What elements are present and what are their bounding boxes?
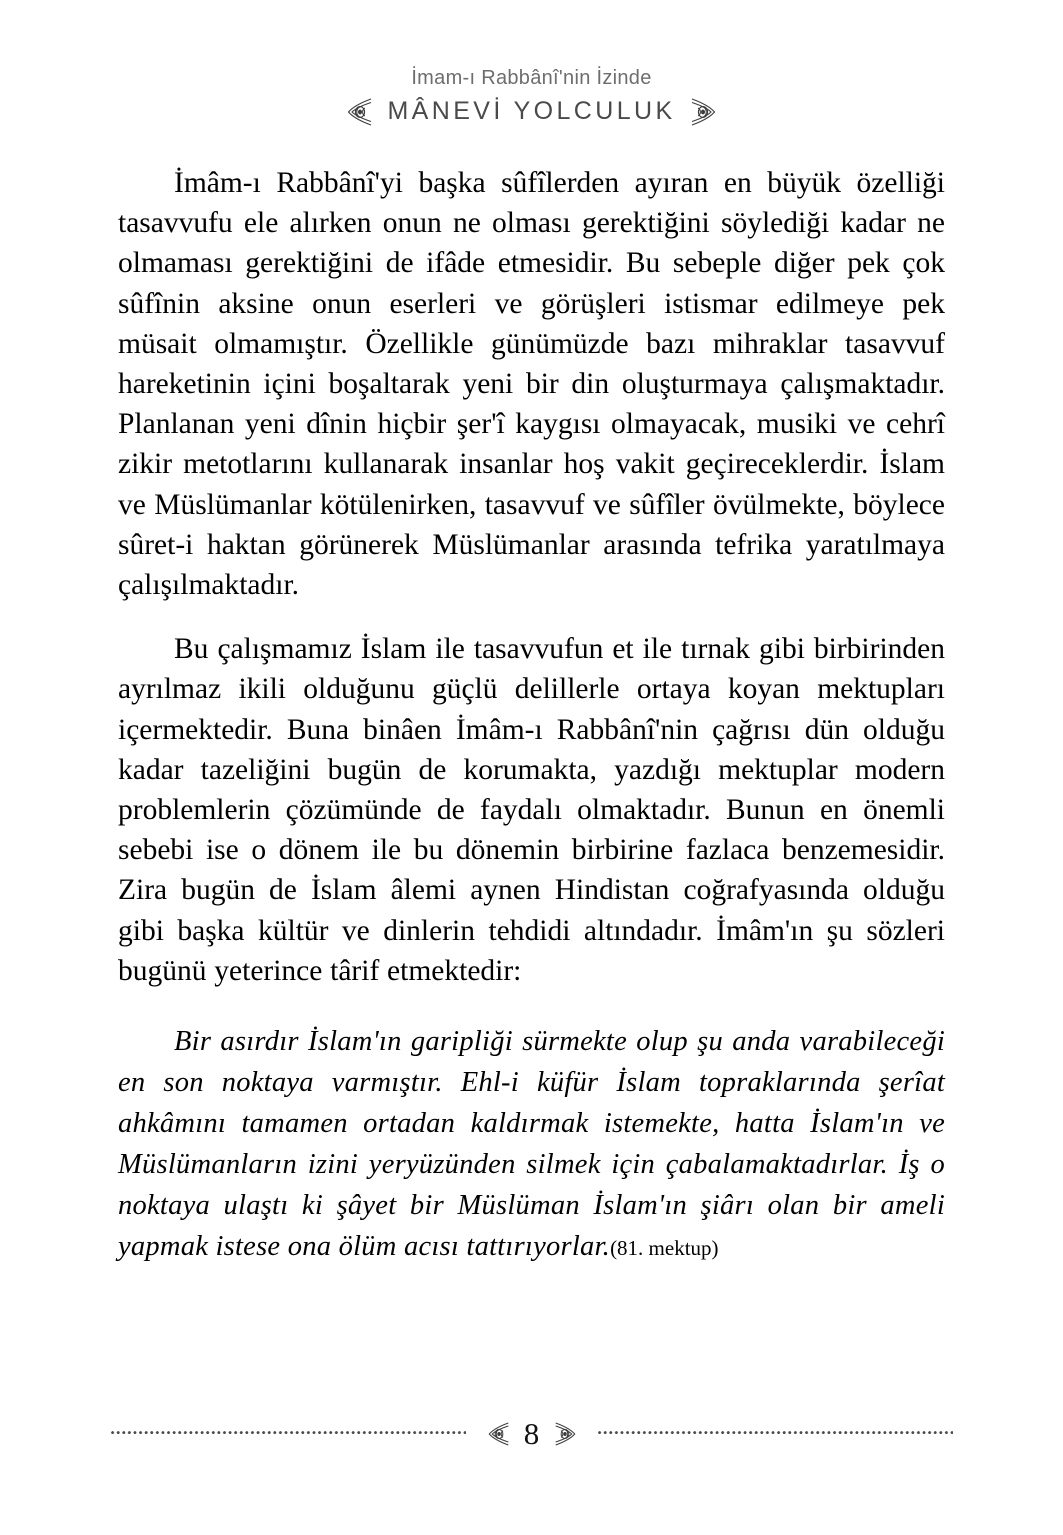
folio-group [488,1418,576,1449]
ornament-leaf-left-icon [347,97,373,127]
quotation-text: Bir asırdır İslam'ın garipliği sürmekte olup şu anda varabileceği en son noktaya varmıştır. Ehl-i küfür İslam topraklarında şerîat ahkâmını tamamen ortadan kaldırmak istemekte, hatta İslam'ın ve Müslümanların izini yeryüzünden silmek için çabalamaktadırlar. İş o noktaya ulaştı ki şâyet bir Müslüman İslam'ın şiârı olan bir ameli yapmak istese ona ölüm acısı tattırıyorlar. [118,1026,945,1263]
ornament-leaf-right-icon [554,1421,576,1447]
dotted-rule-left [111,1431,466,1436]
quotation-citation: (81. mektup) [610,1236,719,1261]
ornament-leaf-right-icon [690,97,716,127]
text-column [118,163,945,1269]
page-number: 8 [523,1416,540,1451]
running-header [0,66,1063,127]
ornament-leaf-left-icon [488,1421,510,1447]
page-footer [0,1418,1063,1449]
dotted-rule-right [598,1431,953,1436]
header-series-title: İmam-ı Rabbânî'nin İzinde [411,67,652,89]
block-quotation [118,1021,945,1269]
body-paragraph: İmâm-ı Rabbânî'yi başka sûfîlerden ayıran en büyük özelliği tasavvufu ele alırken onun ne olması gerektiğini söylediği kadar ne olmaması gerektiğini de ifâde etmesidir. Bu sebeple diğer pek çok sûfînin aksine onun eserleri ve görüşleri istismar edilmeye pek müsait olmamıştır. Özellikle günümüzde bazı mihraklar tasavvuf hareketinin içini boşaltarak yeni bir din oluşturmaya çalışmaktadır. Planlanan yeni dînin hiçbir şer'î kaygısı olmayacak, musiki ve cehrî zikir metotlarını kullanarak insanlar hoş vakit geçireceklerdir. İslam ve Müslümanlar kötülenirken, tasavvuf ve sûfîler övülmekte, böylece sûret-i haktan görünerek Müslümanlar arasında tefrika yaratılmaya çalışılmaktadır. [118,167,945,602]
body-paragraph: Bu çalışmamız İslam ile tasavvufun et ile tırnak gibi birbirinden ayrılmaz ikili olduğunu güçlü delillerle ortaya koyan mektupları içermektedir. Buna binâen İmâm-ı Rabbânî'nin çağrısı dün olduğu kadar tazeliğini bugün de korumakta, yazdığı mektuplar modern problemlerin çözümünde de faydalı olmaktadır. Bunun en önemli sebebi ise o dönem ile bu dönemin birbirine fazlaca benzemesidir. Zira bugün de İslam âlemi aynen Hindistan coğrafyasında olduğu gibi başka kültür ve dinlerin tehdidi altındadır. İmâm'ın şu sözleri bugünü yeterince târif etmektedir: [118,633,945,987]
header-title-row [0,97,1063,127]
page-title: MÂNEVİ YOLCULUK [387,97,676,126]
